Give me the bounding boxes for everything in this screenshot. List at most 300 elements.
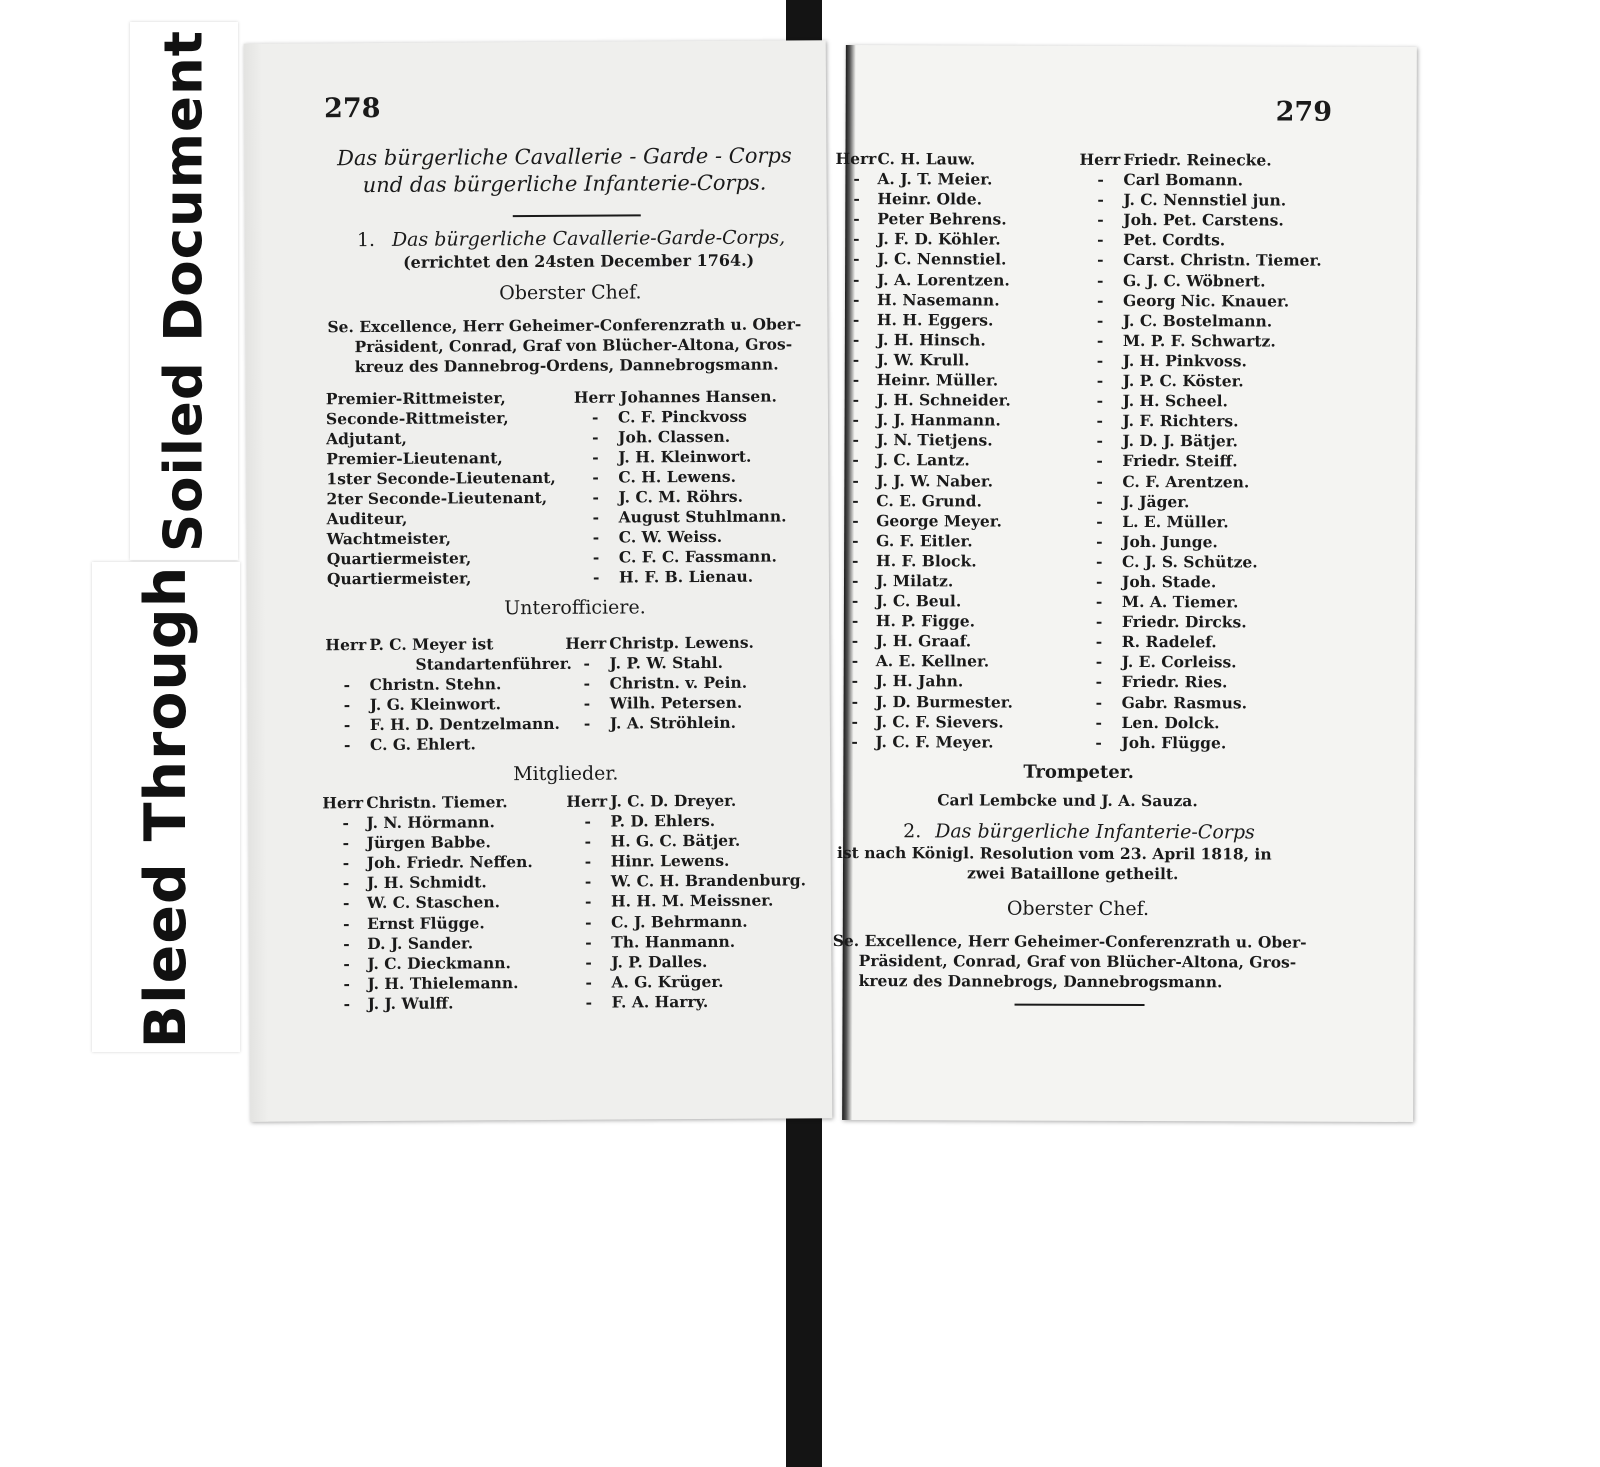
list-prefix: - bbox=[343, 913, 350, 933]
list-item bbox=[325, 654, 572, 676]
list-prefix: - bbox=[1097, 270, 1104, 290]
list-name: C. F. Arentzen. bbox=[1122, 471, 1250, 491]
list-prefix: - bbox=[584, 872, 592, 892]
section1-title: Das bürgerliche Cavallerie-Garde-Corps, bbox=[391, 226, 786, 251]
list-prefix: - bbox=[1096, 391, 1104, 411]
list-item bbox=[1079, 230, 1322, 251]
list-prefix: - bbox=[584, 892, 592, 912]
list-item bbox=[565, 653, 754, 674]
list-name: H. G. C. Bätjer. bbox=[610, 830, 741, 851]
list-name: J. C. Beul. bbox=[875, 591, 962, 611]
list-name: J. H. Jahn. bbox=[875, 671, 964, 691]
list-name: J. H. Pinkvoss. bbox=[1122, 350, 1247, 371]
rank-row bbox=[326, 546, 777, 569]
list-item bbox=[565, 633, 754, 654]
list-item bbox=[1079, 270, 1322, 291]
right-page bbox=[832, 45, 1417, 1122]
list-prefix: - bbox=[1095, 632, 1103, 652]
list-item bbox=[835, 249, 1014, 270]
side-labels bbox=[92, 22, 242, 1052]
list-prefix: - bbox=[851, 631, 859, 651]
list-item bbox=[1078, 592, 1321, 613]
page-edge bbox=[244, 44, 269, 1122]
list-item bbox=[326, 694, 573, 716]
list-name: C. H. Lauw. bbox=[877, 149, 976, 169]
list-item bbox=[323, 893, 533, 914]
list-name: Gabr. Rasmus. bbox=[1121, 692, 1248, 712]
list-item bbox=[326, 734, 573, 756]
section1-subtitle: (errichtet den 24sten December 1764.) bbox=[402, 250, 755, 272]
list-name: P. D. Ehlers. bbox=[610, 811, 716, 831]
list-item bbox=[566, 693, 755, 714]
list-item bbox=[835, 390, 1014, 411]
rank-row bbox=[325, 386, 777, 409]
list-name: H. H. Eggers. bbox=[876, 309, 994, 330]
rank-dash: - bbox=[592, 567, 600, 587]
list-prefix: Herr bbox=[835, 148, 877, 169]
list-prefix: - bbox=[852, 490, 859, 510]
list-name: A. J. T. Meier. bbox=[877, 169, 993, 189]
rank-dash: - bbox=[592, 507, 600, 527]
list-name: G. J. C. Wöbnert. bbox=[1123, 270, 1266, 291]
section2-line-3: zwei Bataillone getheilt. bbox=[966, 863, 1179, 884]
list-name: J. C. D. Dreyer. bbox=[610, 790, 737, 811]
list-prefix: - bbox=[342, 833, 350, 853]
list-item bbox=[323, 832, 533, 853]
list-prefix: - bbox=[1096, 310, 1104, 330]
list-item bbox=[834, 691, 1013, 712]
list-prefix: - bbox=[1096, 511, 1103, 531]
rank-row bbox=[326, 486, 744, 509]
list-prefix: - bbox=[1096, 531, 1103, 551]
list-prefix bbox=[326, 670, 416, 671]
list-name: M. P. F. Schwartz. bbox=[1122, 330, 1276, 351]
chef-line-1-right: Se. Excellence, Herr Geheimer-Conferenzrath u. Ober- bbox=[832, 930, 1307, 952]
list-item bbox=[834, 430, 1013, 451]
list-item bbox=[1078, 532, 1321, 553]
list-name: W. C. Staschen. bbox=[366, 892, 501, 913]
soiled-document-label bbox=[130, 22, 238, 560]
list-prefix: - bbox=[1097, 190, 1104, 210]
members-col-1 bbox=[833, 149, 1014, 752]
list-name: J. C. F. Meyer. bbox=[875, 731, 994, 752]
bleed-through-label bbox=[92, 562, 240, 1052]
list-item bbox=[1078, 612, 1321, 633]
title-line-2: und das bürgerliche Infanterie-Corps. bbox=[362, 170, 767, 198]
rank-title: Quartiermeister, bbox=[326, 548, 472, 569]
list-item bbox=[1079, 170, 1322, 191]
list-prefix: - bbox=[851, 611, 859, 631]
list-name: C. J. Behrmann. bbox=[611, 911, 748, 932]
list-prefix: - bbox=[852, 550, 859, 570]
list-item bbox=[323, 933, 533, 954]
list-name: J. H. Schneider. bbox=[876, 390, 1011, 410]
list-item bbox=[566, 810, 805, 832]
rank-name: C. F. Pinckvoss bbox=[617, 406, 747, 427]
list-item bbox=[1078, 512, 1321, 533]
list-name: J. H. Scheel. bbox=[1122, 391, 1228, 411]
list-name: J. P. Dalles. bbox=[611, 951, 708, 972]
list-item bbox=[1078, 552, 1321, 573]
list-item bbox=[1078, 491, 1321, 512]
rank-dash: - bbox=[592, 487, 599, 507]
list-name: J. C. Bostelmann. bbox=[1122, 310, 1273, 331]
rank-dash: - bbox=[592, 467, 599, 487]
list-name: C. E. Grund. bbox=[876, 490, 982, 511]
list-item bbox=[834, 591, 1013, 612]
list-item bbox=[567, 851, 806, 873]
list-name: F. A. Harry. bbox=[611, 991, 709, 1012]
list-item bbox=[567, 931, 806, 953]
list-prefix: - bbox=[853, 189, 860, 209]
rank-list bbox=[246, 386, 828, 589]
rank-dash: - bbox=[591, 407, 599, 427]
list-prefix: - bbox=[1097, 169, 1104, 190]
list-name: Friedr. Reinecke. bbox=[1123, 149, 1272, 170]
bleed-through-text: Bleed Through bbox=[133, 565, 199, 1049]
list-name: J. W. Krull. bbox=[876, 350, 970, 370]
list-item bbox=[1079, 411, 1322, 432]
list-item bbox=[834, 671, 1013, 692]
rank-row bbox=[326, 446, 752, 469]
list-name: Joh. Junge. bbox=[1122, 531, 1218, 552]
list-item bbox=[835, 410, 1014, 431]
page-number-right: 279 bbox=[1275, 96, 1333, 128]
list-prefix: Herr bbox=[325, 635, 367, 655]
list-item bbox=[1078, 672, 1321, 693]
list-name: J. J. Wulff. bbox=[367, 993, 454, 1013]
rank-row bbox=[326, 506, 787, 529]
list-prefix: - bbox=[852, 410, 860, 430]
chef-line-3-right: kreuz des Dannebrogs, Dannebrogsmann. bbox=[858, 971, 1223, 992]
list-name: Standartenführer. bbox=[415, 653, 572, 674]
list-name: Hinr. Lewens. bbox=[610, 851, 730, 871]
mitglieder-left-list bbox=[322, 792, 533, 1014]
rank-name: C. W. Weiss. bbox=[618, 526, 723, 547]
list-name: W. C. H. Brandenburg. bbox=[610, 870, 807, 891]
list-item bbox=[834, 551, 1013, 572]
list-prefix: - bbox=[343, 675, 351, 695]
list-prefix: - bbox=[1096, 431, 1103, 451]
list-name: Jürgen Babbe. bbox=[366, 832, 491, 853]
list-prefix: - bbox=[343, 735, 351, 755]
list-name: J. A. Lorentzen. bbox=[877, 269, 1010, 290]
list-prefix: - bbox=[852, 390, 860, 410]
list-item bbox=[566, 713, 755, 734]
list-item bbox=[567, 831, 806, 853]
list-name: A. G. Krüger. bbox=[611, 971, 724, 992]
chef-line-1: Se. Excellence, Herr Geheimer-Conferenzrath u. Ober- bbox=[327, 314, 802, 337]
list-name: J. F. D. Köhler. bbox=[877, 229, 1001, 249]
end-rule bbox=[1015, 1004, 1145, 1006]
list-prefix: - bbox=[852, 470, 859, 490]
list-prefix: - bbox=[1095, 612, 1103, 632]
list-name: Carst. Christn. Tiemer. bbox=[1123, 250, 1322, 271]
list-item bbox=[835, 370, 1014, 391]
title-rule bbox=[513, 214, 641, 217]
rank-name: C. H. Lewens. bbox=[618, 466, 737, 487]
rank-title: Wachtmeister, bbox=[326, 528, 452, 549]
list-name: J. A. Ströhlein. bbox=[609, 713, 737, 733]
list-name: J. C. Nennstiel jun. bbox=[1123, 190, 1287, 210]
list-prefix: - bbox=[852, 309, 860, 329]
left-page bbox=[244, 40, 833, 1122]
list-item bbox=[1079, 290, 1322, 311]
list-item bbox=[834, 631, 1013, 652]
rank-name: C. F. C. Fassmann. bbox=[618, 546, 777, 567]
list-item bbox=[834, 491, 1013, 512]
list-item bbox=[326, 714, 573, 736]
list-prefix: - bbox=[851, 651, 859, 671]
list-item bbox=[835, 350, 1014, 371]
list-prefix: - bbox=[585, 992, 593, 1012]
rank-name: August Stuhlmann. bbox=[618, 506, 787, 527]
list-prefix: - bbox=[853, 249, 860, 269]
list-name: Th. Hanmann. bbox=[611, 931, 736, 952]
list-name: J. C. Lantz. bbox=[876, 450, 970, 470]
list-item bbox=[834, 450, 1013, 471]
rank-name: J. C. M. Röhrs. bbox=[618, 486, 744, 507]
list-prefix: - bbox=[1096, 491, 1103, 511]
list-name: Joh. Friedr. Neffen. bbox=[366, 852, 533, 873]
list-item bbox=[835, 209, 1014, 230]
list-name: J. C. F. Sievers. bbox=[875, 711, 1004, 732]
list-item bbox=[1079, 391, 1322, 412]
list-name: Christn. v. Pein. bbox=[609, 672, 748, 693]
rank-dash: - bbox=[592, 427, 599, 447]
title-line-1: Das bürgerliche Cavallerie - Garde - Corps bbox=[337, 143, 792, 171]
list-item bbox=[323, 913, 533, 934]
list-prefix: - bbox=[342, 853, 350, 873]
list-item bbox=[835, 330, 1014, 351]
list-prefix: - bbox=[583, 714, 591, 734]
list-prefix: - bbox=[851, 731, 858, 751]
list-prefix: - bbox=[585, 932, 592, 952]
mitglieder-right-list bbox=[566, 790, 806, 1012]
list-name: Carl Bomann. bbox=[1123, 170, 1244, 190]
section2-title: Das bürgerliche Infanterie-Corps bbox=[935, 820, 1255, 844]
list-prefix: - bbox=[343, 695, 351, 715]
list-prefix: - bbox=[585, 912, 592, 932]
list-prefix: - bbox=[1096, 451, 1103, 471]
list-name: George Meyer. bbox=[876, 510, 1002, 531]
rank-row bbox=[326, 466, 737, 489]
list-prefix: - bbox=[1096, 350, 1104, 370]
rank-title: 1ster Seconde-Lieutenant, bbox=[326, 467, 556, 489]
list-prefix: - bbox=[1095, 672, 1103, 692]
list-name: Christn. Tiemer. bbox=[366, 792, 508, 813]
list-item bbox=[1078, 451, 1321, 472]
list-name: J. F. Richters. bbox=[1122, 411, 1239, 431]
list-item bbox=[834, 571, 1013, 592]
list-name: J. H. Hinsch. bbox=[876, 329, 986, 350]
list-name: Peter Behrens. bbox=[877, 209, 1007, 229]
list-prefix: - bbox=[343, 953, 350, 973]
rank-row bbox=[326, 526, 723, 549]
list-prefix: - bbox=[343, 974, 350, 994]
rank-dash: - bbox=[592, 447, 599, 467]
list-prefix: - bbox=[583, 653, 590, 673]
list-prefix: - bbox=[853, 209, 860, 229]
list-prefix: - bbox=[852, 289, 860, 309]
list-item bbox=[323, 852, 533, 873]
list-name: Friedr. Steiff. bbox=[1122, 451, 1238, 471]
rank-title: Quartiermeister, bbox=[326, 568, 472, 589]
list-item bbox=[326, 674, 573, 696]
chef-line-2: Präsident, Conrad, Graf von Blücher-Altona, Gros- bbox=[354, 334, 793, 357]
section1-number: 1. bbox=[356, 228, 376, 252]
list-name: J. C. Nennstiel. bbox=[877, 249, 1007, 270]
list-item bbox=[323, 953, 533, 974]
list-name: Friedr. Dircks. bbox=[1121, 612, 1247, 632]
list-item bbox=[567, 871, 806, 893]
list-item bbox=[567, 911, 806, 933]
list-name: J. H. Thielemann. bbox=[367, 972, 519, 993]
list-name: J. P. W. Stahl. bbox=[609, 652, 724, 673]
list-item bbox=[834, 531, 1013, 552]
list-item bbox=[835, 149, 1014, 170]
list-name: H. H. M. Meissner. bbox=[610, 891, 774, 912]
list-item bbox=[322, 812, 532, 833]
list-item bbox=[567, 951, 806, 973]
unteroff-left-list bbox=[325, 634, 572, 756]
list-name: J. N. Hörmann. bbox=[366, 812, 495, 833]
list-prefix: - bbox=[1097, 210, 1104, 230]
list-item bbox=[1078, 431, 1321, 452]
list-prefix: - bbox=[585, 972, 592, 992]
list-name: J. Milatz. bbox=[875, 571, 954, 591]
list-name: H. P. Figge. bbox=[875, 611, 976, 631]
list-item bbox=[1079, 210, 1322, 231]
list-prefix: - bbox=[583, 693, 591, 714]
rank-dash: - bbox=[592, 527, 600, 547]
list-prefix: Herr bbox=[322, 793, 364, 813]
list-name: L. E. Müller. bbox=[1122, 511, 1229, 532]
list-prefix: - bbox=[851, 571, 859, 591]
list-prefix: - bbox=[584, 831, 592, 851]
list-prefix: - bbox=[584, 811, 591, 831]
list-prefix: - bbox=[583, 673, 591, 693]
list-name: A. E. Kellner. bbox=[875, 651, 990, 671]
list-prefix: - bbox=[1095, 712, 1102, 732]
list-prefix: - bbox=[1095, 591, 1103, 611]
list-name: D. J. Sander. bbox=[367, 933, 474, 953]
list-prefix: - bbox=[851, 691, 859, 711]
section2-line-2: ist nach Königl. Resolution vom 23. April 1818, in bbox=[837, 842, 1272, 864]
list-prefix: - bbox=[1095, 732, 1102, 752]
list-item bbox=[834, 611, 1013, 632]
trompeter-names: Carl Lembcke und J. A. Sauza. bbox=[937, 790, 1198, 811]
list-name: Joh. Pet. Carstens. bbox=[1123, 210, 1284, 230]
list-prefix: - bbox=[852, 510, 859, 530]
list-name: Joh. Stade. bbox=[1121, 571, 1217, 592]
list-prefix: - bbox=[1096, 370, 1104, 390]
list-prefix: - bbox=[852, 450, 859, 470]
list-item bbox=[834, 470, 1013, 491]
list-item bbox=[1078, 692, 1321, 713]
list-name: J. J. Hanmann. bbox=[876, 410, 1001, 430]
list-name: F. H. D. Dentzelmann. bbox=[369, 714, 560, 735]
list-name: Christp. Lewens. bbox=[609, 632, 754, 653]
list-prefix: - bbox=[1096, 551, 1103, 571]
list-prefix: - bbox=[1096, 330, 1104, 350]
list-prefix: Herr bbox=[565, 633, 607, 653]
section2-number: 2. bbox=[903, 820, 922, 843]
list-item bbox=[835, 229, 1014, 250]
list-prefix: - bbox=[1096, 411, 1104, 431]
list-prefix: Herr bbox=[1079, 149, 1121, 169]
chef-line-3: kreuz des Dannebrog-Ordens, Dannebrogsmann. bbox=[354, 354, 779, 377]
list-item bbox=[1079, 190, 1322, 211]
list-item bbox=[835, 189, 1014, 210]
list-prefix: - bbox=[1097, 250, 1104, 270]
list-prefix: - bbox=[1095, 652, 1103, 672]
list-prefix: - bbox=[1097, 230, 1104, 250]
list-name: Heinr. Olde. bbox=[877, 189, 983, 209]
list-item bbox=[1078, 471, 1321, 492]
list-prefix: - bbox=[852, 530, 859, 550]
list-item bbox=[835, 310, 1014, 331]
list-prefix: - bbox=[585, 952, 592, 972]
rank-name: J. H. Kleinwort. bbox=[618, 446, 752, 467]
list-prefix: - bbox=[342, 893, 350, 913]
list-item bbox=[322, 792, 532, 813]
list-name: J. D. J. Bätjer. bbox=[1122, 431, 1238, 451]
list-item bbox=[323, 872, 533, 893]
rank-dash: - bbox=[592, 547, 600, 567]
list-name: J. D. Burmester. bbox=[875, 691, 1013, 712]
list-name: Joh. Flügge. bbox=[1121, 732, 1227, 753]
list-name: J. E. Corleiss. bbox=[1121, 652, 1237, 672]
list-item bbox=[1078, 632, 1321, 653]
list-prefix: - bbox=[342, 813, 349, 833]
list-item bbox=[835, 290, 1014, 311]
rank-title: Premier-Lieutenant, bbox=[326, 448, 503, 469]
list-item bbox=[835, 270, 1014, 291]
list-name: J. P. C. Köster. bbox=[1122, 371, 1244, 391]
list-prefix: - bbox=[343, 933, 350, 953]
list-item bbox=[834, 651, 1013, 672]
rank-title: 2ter Seconde-Lieutenant, bbox=[326, 487, 548, 509]
list-item bbox=[566, 790, 805, 812]
soiled-document-text: Soiled Document bbox=[153, 29, 215, 553]
list-item bbox=[323, 973, 533, 994]
list-prefix: - bbox=[342, 873, 350, 893]
unteroff-heading: Unterofficiere. bbox=[504, 596, 646, 620]
list-name: P. C. Meyer ist bbox=[369, 634, 494, 655]
rank-row bbox=[326, 566, 754, 589]
list-item bbox=[833, 732, 1012, 753]
list-prefix: - bbox=[851, 671, 859, 691]
list-item bbox=[1079, 351, 1322, 372]
list-name: J. G. Kleinwort. bbox=[369, 694, 501, 715]
list-name: J. C. Dieckmann. bbox=[367, 952, 511, 973]
list-name: Len. Dolck. bbox=[1121, 712, 1220, 732]
list-item bbox=[1079, 150, 1322, 171]
list-item bbox=[1079, 250, 1322, 271]
list-item bbox=[325, 634, 572, 656]
list-prefix: - bbox=[853, 269, 860, 289]
list-prefix: - bbox=[852, 349, 860, 369]
list-item bbox=[1078, 652, 1321, 673]
list-item bbox=[1078, 572, 1321, 593]
list-prefix: - bbox=[851, 711, 858, 731]
rank-row bbox=[326, 426, 731, 449]
list-item bbox=[1077, 712, 1320, 733]
list-prefix: - bbox=[851, 591, 859, 611]
list-item bbox=[1079, 331, 1322, 352]
rank-title: Seconde-Rittmeister, bbox=[325, 408, 509, 429]
